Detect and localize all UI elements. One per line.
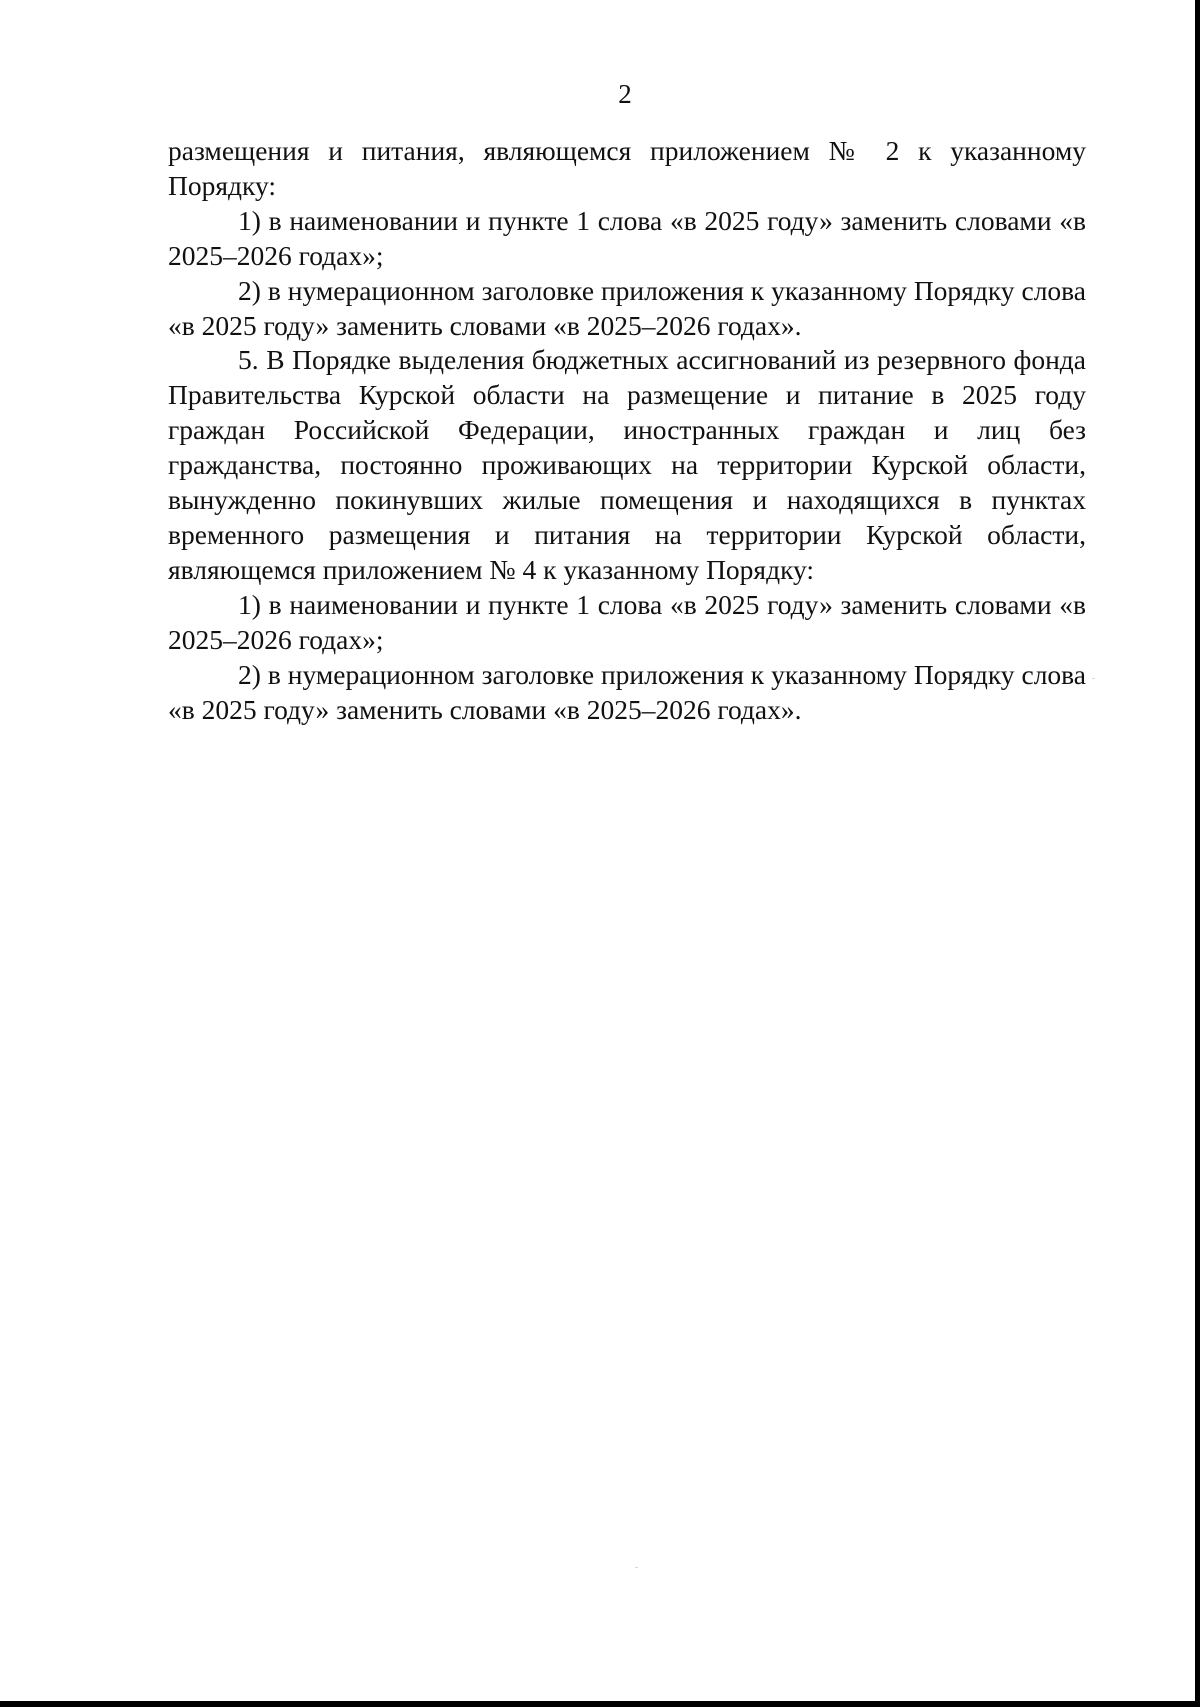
paragraph-item-2: 2) в нумерационном заголовке приложения к указанному Порядку слова «в 2025 году» заменить словами «в 2025–2026 годах». (168, 274, 1086, 341)
scan-speck (635, 1567, 638, 1568)
document-body (168, 134, 1086, 727)
page-number: 2 (618, 79, 632, 109)
scan-speck (1092, 678, 1095, 679)
scan-edge-bottom (0, 1701, 1200, 1707)
paragraph-continuation: размещения и питания, являющемся приложением № 2 к указанному Порядку: (168, 135, 1086, 201)
scan-edge-right (1195, 0, 1200, 1707)
paragraph-section-5: 5. В Порядке выделения бюджетных ассигнований из резервного фонда Правительства Курской области на размещение и питание в 2025 году граждан Российской Федерации, иностранных граждан и лиц без гражданства, постоянно проживающих на территории Курской области, вынужденно покинувших жилые помещения и находящихся в пунктах временного размещения и питания на территории Курской области, являющемся приложением № 4 к указанному Порядку: (168, 344, 1086, 585)
paragraph-item-1: 1) в наименовании и пункте 1 слова «в 2025 году» заменить словами «в 2025–2026 годах»; (168, 204, 1086, 271)
paragraph-item-1: 1) в наименовании и пункте 1 слова «в 2025 году» заменить словами «в 2025–2026 годах»; (168, 588, 1086, 655)
paragraph-item-2: 2) в нумерационном заголовке приложения к указанному Порядку слова «в 2025 году» заменить словами «в 2025–2026 годах». (168, 658, 1086, 725)
